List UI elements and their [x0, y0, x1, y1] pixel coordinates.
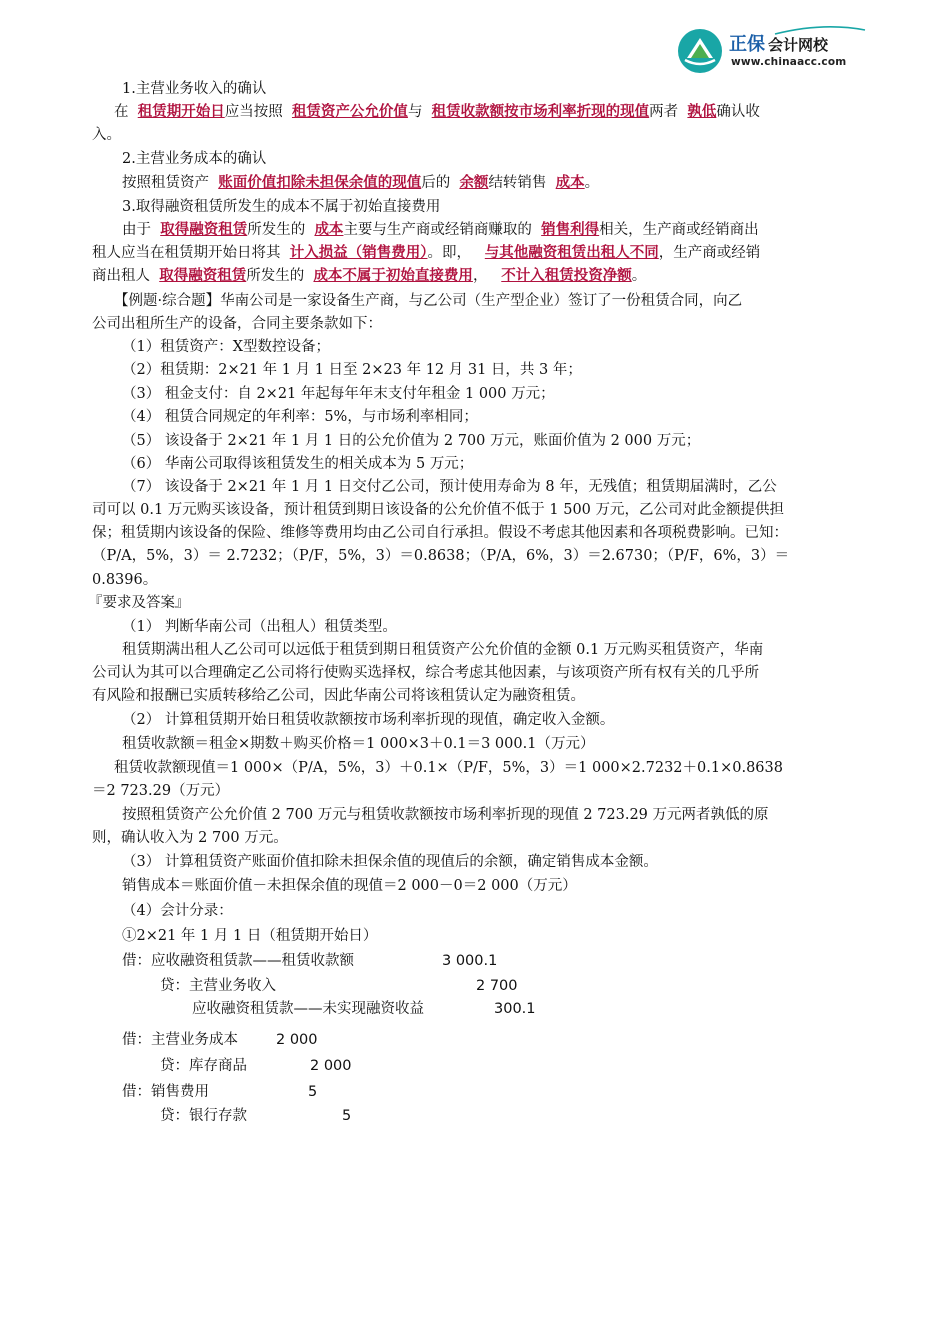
clipped-line-fragment	[92, 58, 212, 66]
logo	[677, 24, 867, 76]
logo-url: www.chinaacc.com	[731, 56, 847, 68]
logo-brand: 正保 会计网校	[729, 34, 829, 55]
answer-1-line-2: 公司认为其可以合理确定乙公司将行使购买选择权，综合考虑其他因素，与该项资产所有权有关的几乎所	[92, 665, 759, 681]
journal-3-debit: 借：销售费用	[122, 1084, 209, 1100]
question-2: （2） 计算租赁期开始日租赁收款额按市场利率折现的现值，确定收入金额。	[122, 712, 615, 728]
journal-1-credit-1: 贷：主营业务收入	[160, 978, 276, 994]
answer-2-line-5: 则，确认收入为 2 700 万元。	[92, 830, 288, 846]
journal-2-credit: 贷：库存商品	[160, 1058, 247, 1074]
example-item-1: （1）租赁资产：X型数控设备；	[122, 339, 331, 355]
example-item-7-line-2: 司可以 0.1 万元购买该设备，预计租赁到期日该设备的公允价值不低于 1 500 万元，乙公司对此金额提供担	[92, 502, 785, 518]
journal-1-credit-1-amount: 2 700	[476, 978, 518, 994]
logo-mark-icon	[677, 28, 723, 74]
example-item-6: （6） 华南公司取得该租赁发生的相关成本为 5 万元；	[122, 456, 474, 472]
example-item-7-line-4: （P/A，5%，3）＝ 2.7232；（P/F，5%，3）＝0.8638；（P/A，6%，3）＝2.6730；（P/F，6%，3）＝	[92, 548, 790, 564]
section-1-paragraph-cont: 入。	[92, 127, 121, 143]
example-item-7-line-5: 0.8396。	[92, 572, 158, 588]
journal-2-debit: 借：主营业务成本	[122, 1032, 238, 1048]
question-3: （3） 计算租赁资产账面价值扣除未担保余值的现值后的余额，确定销售成本金额。	[122, 854, 658, 870]
journal-3-credit-amount: 5	[342, 1108, 352, 1124]
section-2-paragraph: 按照租赁资产 账面价值扣除未担保余值的现值后的 余额结转销售 成本。	[122, 174, 600, 191]
example-item-7-line-3: 保；租赁期内该设备的保险、维修等费用均由乙公司自行承担。假设不考虑其他因素和各项税费影响。已知：	[92, 525, 788, 541]
journal-1-debit-amount: 3 000.1	[442, 953, 498, 969]
example-item-4: （4） 租赁合同规定的年利率：5%，与市场利率相同；	[122, 409, 478, 425]
logo-subtitle: 会计网校	[768, 36, 829, 54]
journal-1-credit-2: 应收融资租赁款——未实现融资收益	[192, 1001, 424, 1017]
example-item-5: （5） 该设备于 2×21 年 1 月 1 日的公允价值为 2 700 万元，账面价值为 2 000 万元；	[122, 433, 701, 449]
section-2-title: 2.主营业务成本的确认	[122, 151, 267, 167]
example-item-3: （3） 租金支付：自 2×21 年起每年年末支付年租金 1 000 万元；	[122, 386, 555, 402]
answer-2-line-3: ＝2 723.29（万元）	[92, 783, 230, 799]
section-3-title: 3.取得融资租赁所发生的成本不属于初始直接费用	[122, 199, 441, 215]
journal-1-credit-2-amount: 300.1	[494, 1001, 536, 1017]
example-item-2: （2）租赁期：2×21 年 1 月 1 日至 2×23 年 12 月 31 日，共 3 年；	[122, 362, 582, 378]
entry-1-date: ①2×21 年 1 月 1 日（租赁期开始日）	[122, 928, 378, 944]
journal-3-credit: 贷：银行存款	[160, 1108, 247, 1124]
example-line-1: 【例题·综合题】华南公司是一家设备生产商，与乙公司（生产型企业）签订了一份租赁合同，向乙	[114, 293, 743, 309]
answer-2-line-2: 租赁收款额现值＝1 000×（P/A，5%，3）＋0.1×（P/F，5%，3）＝1 000×2.7232＋0.1×0.8638	[114, 760, 783, 776]
question-4: （4）会计分录：	[122, 903, 233, 919]
section-1-title: 1.主营业务收入的确认	[122, 81, 267, 97]
answer-2-line-4: 按照租赁资产公允价值 2 700 万元与租赁收款额按市场利率折现的现值 2 723.29 万元两者孰低的原	[122, 807, 769, 823]
journal-2-debit-amount: 2 000	[276, 1032, 318, 1048]
journal-3-debit-amount: 5	[308, 1084, 318, 1100]
example-line-2: 公司出租所生产的设备，合同主要条款如下：	[92, 316, 382, 332]
question-1: （1） 判断华南公司（出租人）租赁类型。	[122, 619, 397, 635]
section-3-line-3: 商出租人 取得融资租赁所发生的 成本不属于初始直接费用， 不计入租赁投资净额。	[92, 267, 647, 284]
section-3-line-2: 租人应当在租赁期开始日将其 计入损益（销售费用）。即， 与其他融资租赁出租人不同，生产商或经销	[92, 244, 761, 261]
example-item-7-line-1: （7） 该设备于 2×21 年 1 月 1 日交付乙公司，预计使用寿命为 8 年，无残值；租赁期届满时，乙公	[122, 479, 777, 495]
answer-3: 销售成本＝账面价值－未担保余值的现值＝2 000－0＝2 000（万元）	[122, 878, 577, 894]
answer-1-line-3: 有风险和报酬已实质转移给乙公司，因此华南公司将该租赁认定为融资租赁。	[92, 688, 585, 704]
journal-1-debit: 借：应收融资租赁款——租赁收款额	[122, 953, 354, 969]
journal-2-credit-amount: 2 000	[310, 1058, 352, 1074]
answer-header: 『要求及答案』	[88, 595, 190, 611]
section-1-paragraph: 在 租赁期开始日应当按照 租赁资产公允价值与 租赁收款额按市场利率折现的现值两者 孰低确认收	[114, 103, 760, 120]
answer-1-line-1: 租赁期满出租人乙公司可以远低于租赁到期日租赁资产公允价值的金额 0.1 万元购买租赁资产，华南	[122, 642, 764, 658]
section-3-line-1: 由于 取得融资租赁所发生的 成本主要与生产商或经销商赚取的 销售利得相关，生产商或经销商出	[122, 221, 759, 238]
answer-2-line-1: 租赁收款额＝租金×期数＋购买价格＝1 000×3＋0.1＝3 000.1（万元）	[122, 736, 595, 752]
